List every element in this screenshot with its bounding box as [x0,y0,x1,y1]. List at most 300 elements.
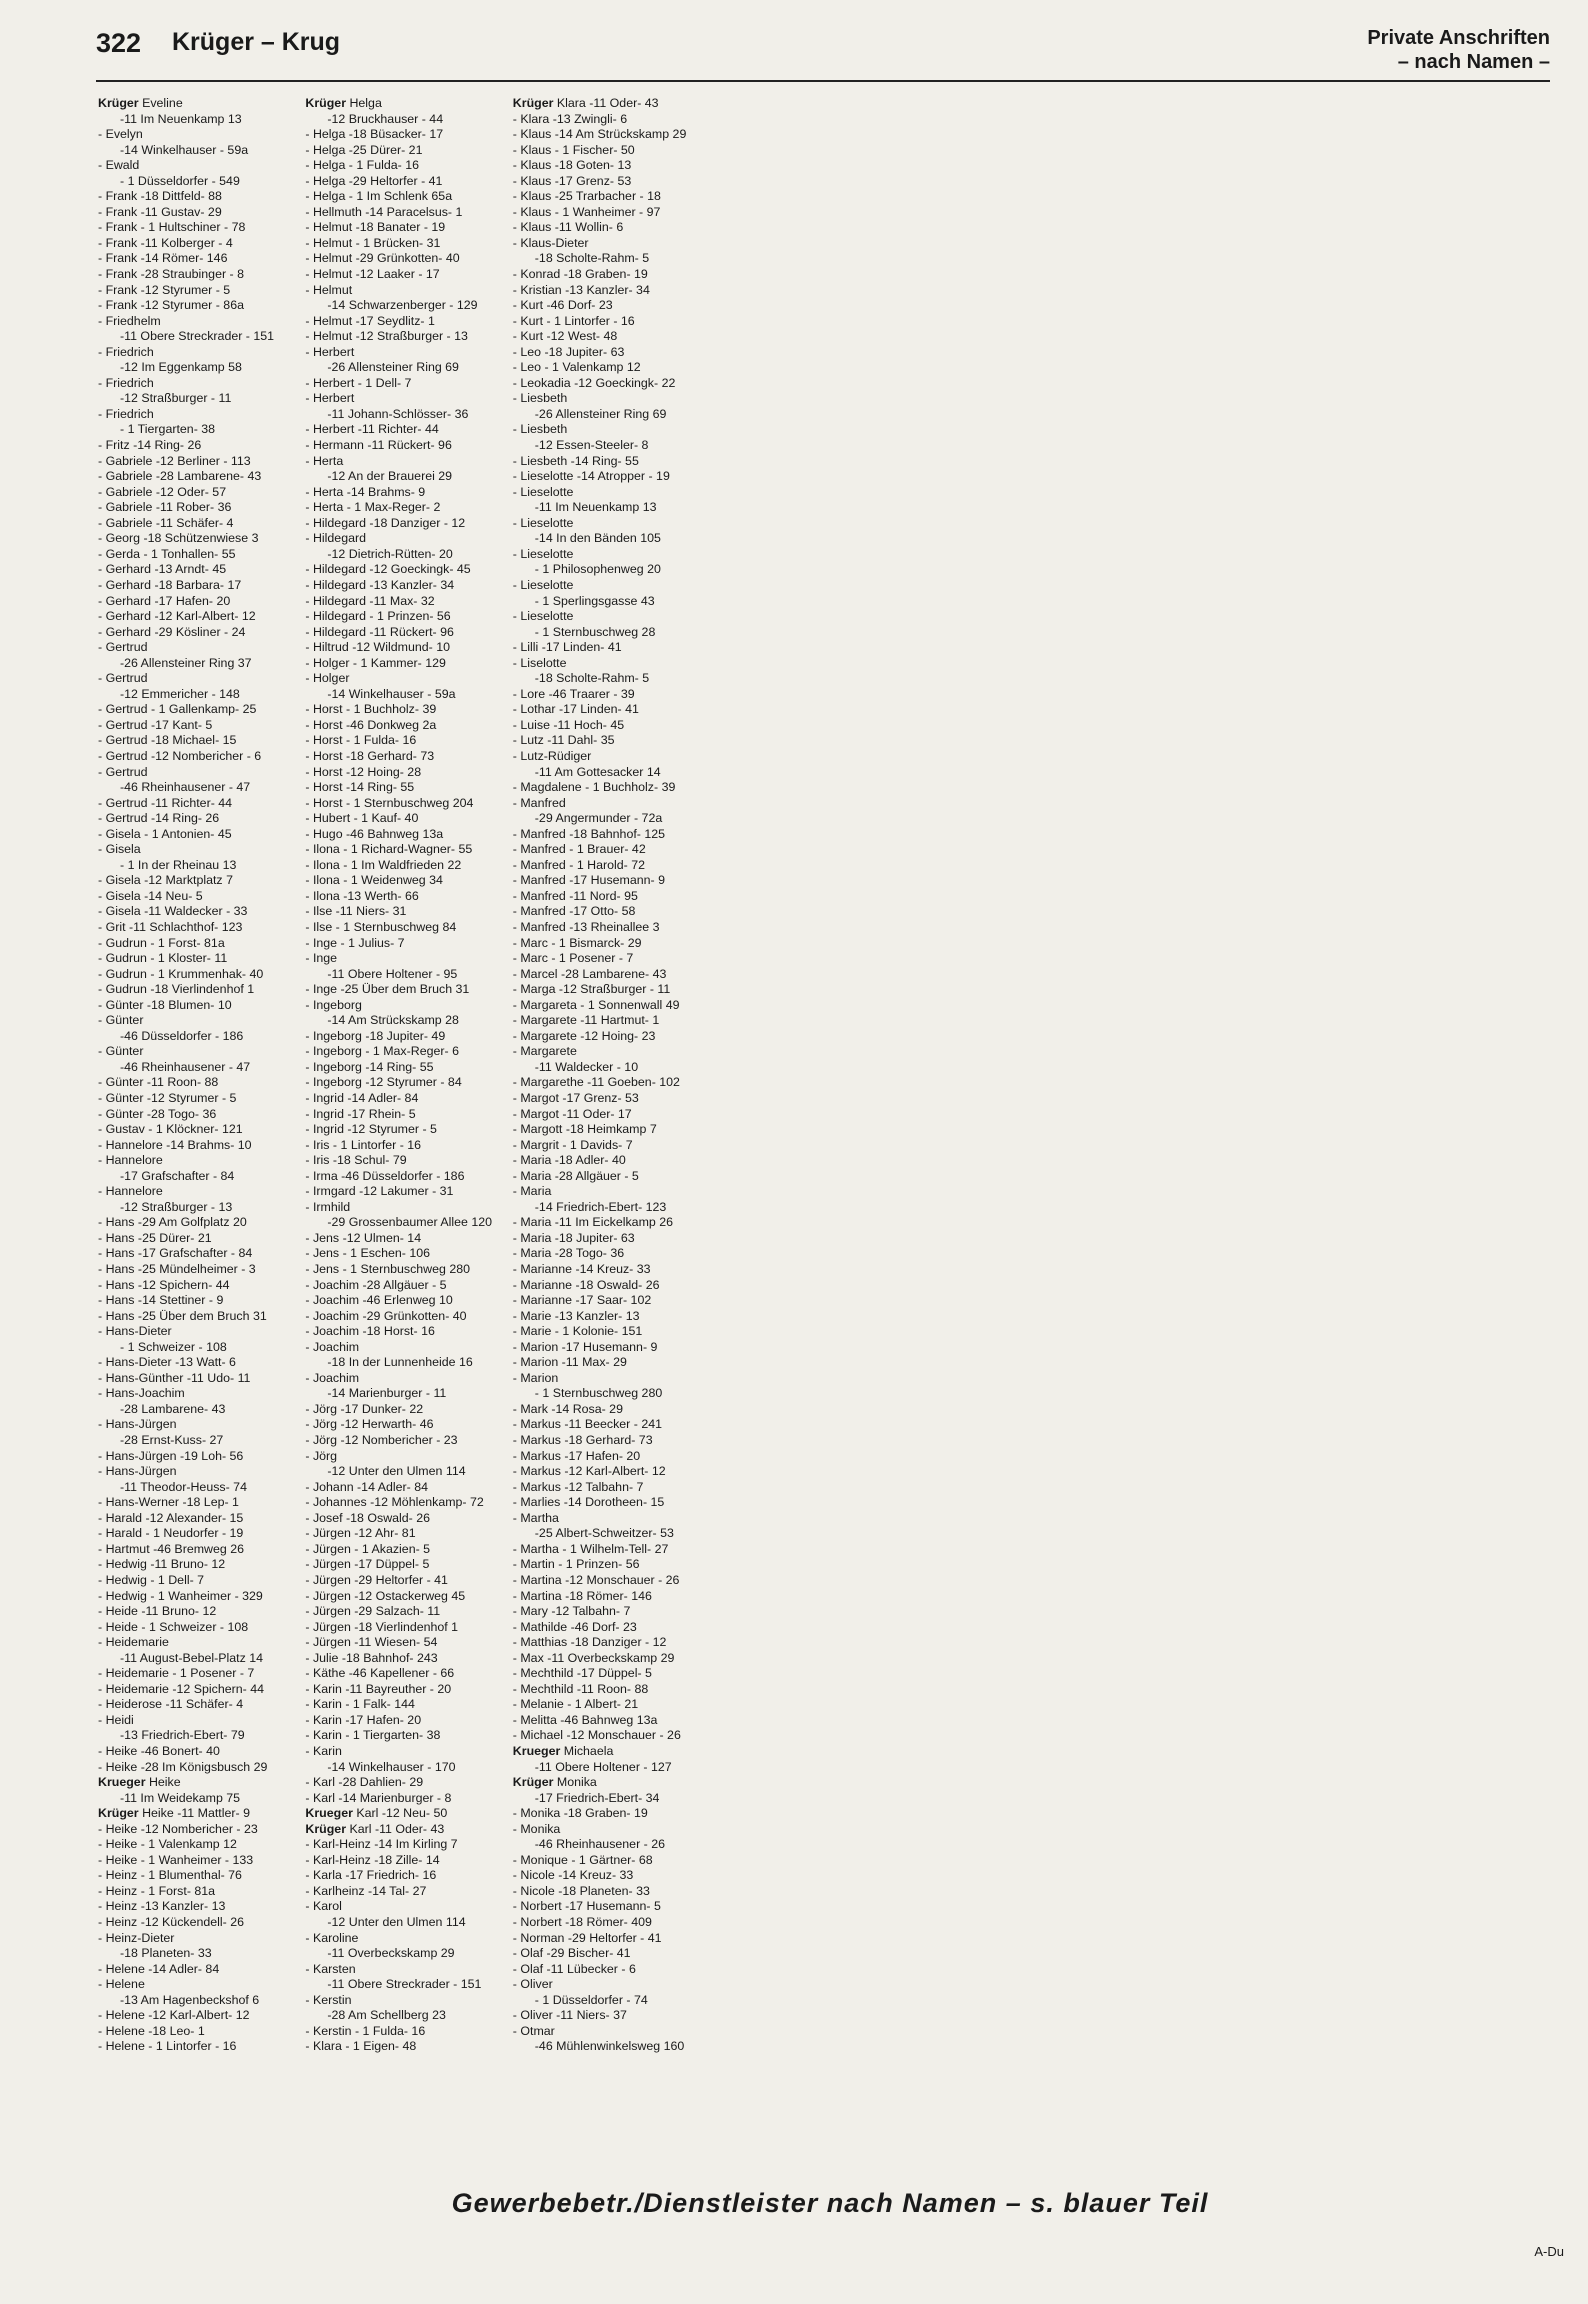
listing-entry [513,1417,715,1433]
entry-text: - Otmar [512,2023,555,2038]
entry-text: - Magdalene - 1 Buchholz- 39 [512,780,676,795]
entry-text: - Helmut -18 Banater - 19 [305,220,446,235]
listing-entry [98,1899,300,1915]
address-line [305,112,507,128]
listing-entry [513,1324,715,1340]
listing-entry [305,516,507,532]
entry-text: - Joachim -29 Grünkotten- 40 [305,1308,467,1323]
listing-entry [98,251,300,267]
listing-entry [305,2024,507,2040]
address-line [98,780,300,796]
entry-text: - Gerhard -29 Kösliner - 24 [98,624,246,639]
listing-entry [513,1138,715,1154]
entry-text: -11 Waldecker - 10 [534,1059,639,1074]
listing-entry [513,1666,715,1682]
entry-text: - Kurt -12 West- 48 [512,329,618,344]
entry-text: - Ilona - 1 Weidenweg 34 [305,873,443,888]
entry-text: - Gabriele -11 Schäfer- 4 [98,515,234,530]
entry-text: - Heide -11 Bruno- 12 [98,1604,217,1619]
listing-entry [513,485,715,501]
entry-text: -29 Angermunder - 72a [534,811,663,826]
listing-entry [305,765,507,781]
entry-text: - Hans -12 Spichern- 44 [98,1277,230,1292]
entry-text: -25 Albert-Schweitzer- 53 [534,1526,674,1541]
entry-text: - Friedrich [98,375,154,390]
entry-text: - Marion -17 Husemann- 9 [512,1339,658,1354]
listing-entry [305,827,507,843]
listing-entry [305,1791,507,1807]
listing-entry [98,376,300,392]
entry-text: - Helga -25 Dürer- 21 [305,142,423,157]
address-line [513,407,715,423]
entry-text: -18 Scholte-Rahm- 5 [534,671,650,686]
entry-text: - Frank -11 Gustav- 29 [98,204,222,219]
entry-text: - Gerhard -13 Arndt- 45 [98,562,227,577]
entry-text: - Heiderose -11 Schäfer- 4 [98,1697,244,1712]
listing-entry [513,842,715,858]
listing-entry [305,174,507,190]
listing-entry [305,1107,507,1123]
address-line [305,687,507,703]
entry-text: - Ingeborg -18 Jupiter- 49 [305,1028,446,1043]
entry-text: - Hedwig -11 Bruno- 12 [98,1557,226,1572]
listing-entry [98,2039,300,2055]
entry-text: - Jens - 1 Sternbuschweg 280 [305,1262,471,1277]
entry-text: - Oliver [512,1977,553,1992]
listing-entry [98,345,300,361]
listing-entry [513,702,715,718]
address-line [513,1993,715,2009]
listing-entry [305,1029,507,1045]
entry-text: - Helmut -12 Laaker - 17 [305,267,440,282]
entry-text: -11 Im Neuenkamp 13 [534,500,657,515]
address-line [513,1200,715,1216]
listing-entry [513,1091,715,1107]
address-line [98,1728,300,1744]
address-line [305,1215,507,1231]
surname: Krueger [305,1806,357,1821]
listing-entry [513,422,715,438]
listing-entry [98,189,300,205]
listing-entry [513,827,715,843]
directory-columns [98,96,1550,2172]
address-line [305,1946,507,1962]
listing-entry [513,345,715,361]
entry-text: -14 Schwarzenberger - 129 [327,298,478,313]
entry-text: - Friedhelm [98,313,161,328]
listing-entry [98,1620,300,1636]
listing-entry [513,1511,715,1527]
listing-entry [305,1153,507,1169]
entry-text: - Hans-Jürgen -19 Loh- 56 [98,1448,244,1463]
address-line [513,438,715,454]
listing-entry [305,205,507,221]
entry-text: - Marc - 1 Posener - 7 [512,951,634,966]
entry-text: -12 Bruckhauser - 44 [327,111,444,126]
listing-entry [513,1107,715,1123]
listing-entry [98,1075,300,1091]
listing-entry [305,1278,507,1294]
listing-entry [305,889,507,905]
entry-text: - Ilse - 1 Sternbuschweg 84 [305,919,457,934]
listing-entry [513,1899,715,1915]
entry-text: - Hildegard -11 Rückert- 96 [305,624,454,639]
entry-text: - Ingeborg -14 Ring- 55 [305,1059,434,1074]
entry-text: - Klaus -25 Trarbacher - 18 [512,189,661,204]
entry-text: - Helene -14 Adler- 84 [98,1961,220,1976]
listing-entry [513,314,715,330]
listing-entry [513,267,715,283]
entry-text: - Karl -28 Dahlien- 29 [305,1775,424,1790]
entry-text: - Gertrud [98,640,148,655]
entry-text: - Irmhild [305,1199,351,1214]
listing-entry [305,1651,507,1667]
listing-entry [305,1697,507,1713]
entry-text: - Mary -12 Talbahn- 7 [512,1604,631,1619]
listing-entry [305,873,507,889]
listing-entry [98,1822,300,1838]
listing-entry [513,1651,715,1667]
entry-text: - Leo - 1 Valenkamp 12 [512,360,641,375]
entry-text: - Margarete [512,1044,577,1059]
address-line [305,2008,507,2024]
listing-entry [513,749,715,765]
address-line [513,671,715,687]
entry-text: - Jens - 1 Eschen- 106 [305,1246,431,1261]
entry-text: - Hans -25 Über dem Bruch 31 [98,1308,267,1323]
address-line [513,251,715,267]
listing-entry [513,205,715,221]
listing-entry [305,920,507,936]
entry-text: - Gustav - 1 Klöckner- 121 [98,1122,243,1137]
listing-entry [305,422,507,438]
entry-text: - Ewald [98,158,140,173]
entry-text: -11 Am Gottesacker 14 [534,764,661,779]
entry-text: - 1 Sternbuschweg 280 [534,1386,663,1401]
entry-text: - Joachim -18 Horst- 16 [305,1324,435,1339]
listing-entry [305,1402,507,1418]
entry-text: - Hildegard - 1 Prinzen- 56 [305,609,451,624]
listing-entry [305,1868,507,1884]
listing-entry [513,1309,715,1325]
listing-entry [98,578,300,594]
listing-entry [513,1169,715,1185]
listing-entry [305,1122,507,1138]
entry-text: - Klaus -11 Wollin- 6 [512,220,624,235]
page-number: 322 [96,28,142,58]
listing-entry [305,951,507,967]
entry-text: - Leokadia -12 Goeckingk- 22 [512,375,676,390]
entry-text: - Ingrid -17 Rhein- 5 [305,1106,416,1121]
surname: Krueger [98,1775,149,1790]
listing-entry [98,267,300,283]
entry-text: - Heike -28 Im Königsbusch 29 [98,1759,268,1774]
entry-text: - Heike -12 Nombericher - 23 [98,1821,258,1836]
listing-entry [305,982,507,998]
entry-text: - Jürgen - 1 Akazien- 5 [305,1541,431,1556]
entry-text: - Jürgen -11 Wiesen- 54 [305,1635,438,1650]
entry-text: - Herbert [305,391,355,406]
listing-entry [305,656,507,672]
entry-text: - Ingeborg -12 Styrumer - 84 [305,1075,462,1090]
entry-text: - Margott -18 Heimkamp 7 [512,1122,657,1137]
entry-text: - Markus -18 Gerhard- 73 [512,1433,653,1448]
entry-text: - Maria -18 Jupiter- 63 [512,1230,635,1245]
address-line [98,858,300,874]
address-line [513,500,715,516]
entry-text: - Jürgen -29 Heltorfer - 41 [305,1572,448,1587]
listing-entry [513,609,715,625]
listing-entry [305,1962,507,1978]
listing-entry [98,562,300,578]
listing-entry [305,1728,507,1744]
listing-entry [98,1697,300,1713]
entry-text: - Jörg -12 Herwarth- 46 [305,1417,434,1432]
listing-entry [513,454,715,470]
entry-text: - Josef -18 Oswald- 26 [305,1510,431,1525]
entry-text: - Hans-Dieter [98,1324,172,1339]
surname-entry [513,1744,715,1760]
listing-entry [305,562,507,578]
listing-entry [513,1946,715,1962]
listing-entry [98,1355,300,1371]
entry-text: - Gertrud -12 Nombericher - 6 [98,748,262,763]
entry-text: - Frank -18 Dittfeld- 88 [98,189,222,204]
entry-text: - Jörg -17 Dunker- 22 [305,1401,424,1416]
entry-text: -12 Dietrich-Rütten- 20 [327,546,453,561]
listing-entry [98,407,300,423]
entry-text: - Heike -46 Bonert- 40 [98,1743,220,1758]
listing-entry [513,516,715,532]
entry-text: - Olaf -29 Bischer- 41 [512,1946,631,1961]
entry-text: - Norbert -18 Römer- 409 [512,1914,652,1929]
listing-entry [305,1620,507,1636]
address-line [98,1433,300,1449]
entry-text: - Inge - 1 Julius- 7 [305,935,405,950]
listing-entry [305,936,507,952]
directory-column [513,96,715,2172]
entry-text: -11 Im Weidekamp 75 [120,1790,241,1805]
entry-text: - Margareta - 1 Sonnenwall 49 [512,997,680,1012]
entry-text: - Gisela - 1 Antonien- 45 [98,826,232,841]
entry-text: - Günter -28 Togo- 36 [98,1106,217,1121]
entry-text: - Nicole -18 Planeten- 33 [512,1883,650,1898]
entry-text: - Georg -18 Schützenwiese 3 [98,531,259,546]
entry-text: - Frank -12 Styrumer - 5 [98,282,231,297]
surname: Krüger [512,1775,557,1790]
entry-text: -12 Unter den Ulmen 114 [327,1914,466,1929]
listing-entry [98,2008,300,2024]
entry-text: - Gabriele -28 Lambarene- 43 [98,469,262,484]
listing-entry [305,671,507,687]
listing-entry [305,625,507,641]
listing-entry [98,1589,300,1605]
surname-entry [98,1806,300,1822]
listing-entry [98,454,300,470]
listing-entry [513,1620,715,1636]
listing-entry [305,314,507,330]
listing-entry [98,827,300,843]
surname-entry [513,96,715,112]
entry-text: - Harald -12 Alexander- 15 [98,1510,244,1525]
listing-entry [513,2008,715,2024]
entry-text: - Johann -14 Adler- 84 [305,1479,428,1494]
address-line [305,1977,507,1993]
entry-text: Klara -11 Oder- 43 [556,96,659,110]
listing-entry [98,298,300,314]
address-line [305,967,507,983]
entry-text: -26 Allensteiner Ring 37 [120,655,252,670]
address-line [513,562,715,578]
address-line [513,2039,715,2055]
entry-text: - Horst -14 Ring- 55 [305,780,415,795]
listing-entry [305,283,507,299]
entry-text: -14 In den Bänden 105 [534,531,661,546]
entry-text: - Jörg [305,1448,338,1463]
entry-text: - Markus -12 Karl-Albert- 12 [512,1464,666,1479]
listing-entry [513,936,715,952]
listing-entry [305,438,507,454]
entry-text: - Horst -46 Donkweg 2a [305,717,437,732]
address-line [98,143,300,159]
entry-text: - Nicole -14 Kreuz- 33 [512,1868,634,1883]
entry-text: - Markus -11 Beecker - 241 [512,1417,662,1432]
entry-text: - Joachim [305,1370,360,1385]
listing-entry [513,1215,715,1231]
entry-text: - Gerhard -17 Hafen- 20 [98,593,231,608]
listing-entry [305,1899,507,1915]
address-line [98,1029,300,1045]
entry-text: - Leo -18 Jupiter- 63 [512,344,625,359]
listing-entry [98,1231,300,1247]
listing-entry [513,1013,715,1029]
listing-entry [305,1138,507,1154]
entry-text: - Lilli -17 Linden- 41 [512,640,622,655]
entry-text: - Frank -12 Styrumer - 86a [98,298,244,313]
entry-text: - Hartmut -46 Bremweg 26 [98,1541,244,1556]
listing-entry [98,1542,300,1558]
entry-text: - Liselotte [512,655,567,670]
surname-entry [98,96,300,112]
surname: Krüger [305,1821,350,1836]
entry-text: - Hildegard -13 Kanzler- 34 [305,577,455,592]
listing-entry [98,1682,300,1698]
entry-text: - Karin [305,1743,342,1758]
entry-text: - Klaus - 1 Fischer- 50 [512,142,635,157]
surname-entry [305,1822,507,1838]
entry-text: -17 Grafschafter - 84 [120,1168,235,1183]
entry-text: - Helmut - 1 Brücken- 31 [305,235,441,250]
address-line [513,594,715,610]
listing-entry [305,1495,507,1511]
listing-entry [513,1122,715,1138]
listing-entry [305,1837,507,1853]
entry-text: - Kerstin - 1 Fulda- 16 [305,2023,426,2038]
entry-text: -28 Ernst-Kuss- 27 [120,1433,224,1448]
entry-text: - Hildegard -12 Goeckingk- 45 [305,562,471,577]
entry-text: - Karin - 1 Tiergarten- 38 [305,1728,441,1743]
entry-text: - Lutz -11 Dahl- 35 [512,733,615,748]
entry-text: - Herbert -11 Richter- 44 [305,422,439,437]
listing-entry [305,1635,507,1651]
entry-text: - Hans -25 Dürer- 21 [98,1230,212,1245]
address-line [98,1402,300,1418]
listing-entry [513,283,715,299]
listing-entry [98,1837,300,1853]
entry-text: - Mark -14 Rosa- 29 [512,1401,623,1416]
entry-text: - Gisela -12 Marktplatz 7 [98,873,233,888]
entry-text: -12 An der Brauerei 29 [327,469,453,484]
entry-text: -13 Friedrich-Ebert- 79 [120,1728,245,1743]
page-title: Krüger – Krug [172,28,341,56]
entry-text: -14 Winkelhauser - 59a [120,142,249,157]
entry-text: - Konrad -18 Graben- 19 [512,267,648,282]
entry-text: - Hermann -11 Rückert- 96 [305,438,452,453]
entry-text: - Günter [98,1044,144,1059]
address-line [98,1480,300,1496]
listing-entry [98,1417,300,1433]
listing-entry [305,1993,507,2009]
listing-entry [305,702,507,718]
listing-entry [98,765,300,781]
entry-text: - Karl-Heinz -18 Zille- 14 [305,1852,440,1867]
address-line [513,1386,715,1402]
listing-entry [98,158,300,174]
address-line [98,174,300,190]
listing-entry [305,1931,507,1947]
address-line [305,1355,507,1371]
entry-text: - Marga -12 Straßburger - 11 [512,982,671,997]
address-line [513,1837,715,1853]
listing-entry [513,1573,715,1589]
entry-text: - Martina -12 Monschauer - 26 [512,1572,680,1587]
listing-entry [305,1744,507,1760]
listing-entry [98,531,300,547]
listing-entry [513,578,715,594]
entry-text: - Frank -14 Römer- 146 [98,251,228,266]
listing-entry [305,1309,507,1325]
entry-text: - 1 Düsseldorfer - 549 [120,173,240,188]
entry-text: - Manfred -18 Bahnhof- 125 [512,826,666,841]
listing-entry [98,1511,300,1527]
entry-text: - Marlies -14 Dorotheen- 15 [512,1495,665,1510]
entry-text: - Helene - 1 Lintorfer - 16 [98,2039,237,2054]
entry-text: - Helmut -29 Grünkotten- 40 [305,251,460,266]
listing-entry [305,1184,507,1200]
entry-text: -14 Am Strückskamp 28 [327,1013,459,1028]
listing-entry [513,1293,715,1309]
listing-entry [305,485,507,501]
entry-text: Karl -12 Neu- 50 [356,1806,448,1821]
address-line [98,1060,300,1076]
listing-entry [513,718,715,734]
entry-text: - Irmgard -12 Lakumer - 31 [305,1184,454,1199]
listing-entry [98,236,300,252]
entry-text: - Klaus -18 Goten- 13 [512,158,632,173]
entry-text: - Matthias -18 Danziger - 12 [512,1635,667,1650]
listing-entry [513,1806,715,1822]
entry-text: - Liesbeth [512,391,568,406]
entry-text: - Karin -11 Bayreuther - 20 [305,1681,452,1696]
listing-entry [98,1713,300,1729]
listing-entry [98,1309,300,1325]
listing-entry [305,796,507,812]
entry-text: - Marion [512,1370,559,1385]
address-line [513,765,715,781]
entry-text: - Joachim -28 Allgäuer - 5 [305,1277,447,1292]
listing-entry [513,1495,715,1511]
entry-text: - Margrit - 1 Davids- 7 [512,1137,633,1152]
